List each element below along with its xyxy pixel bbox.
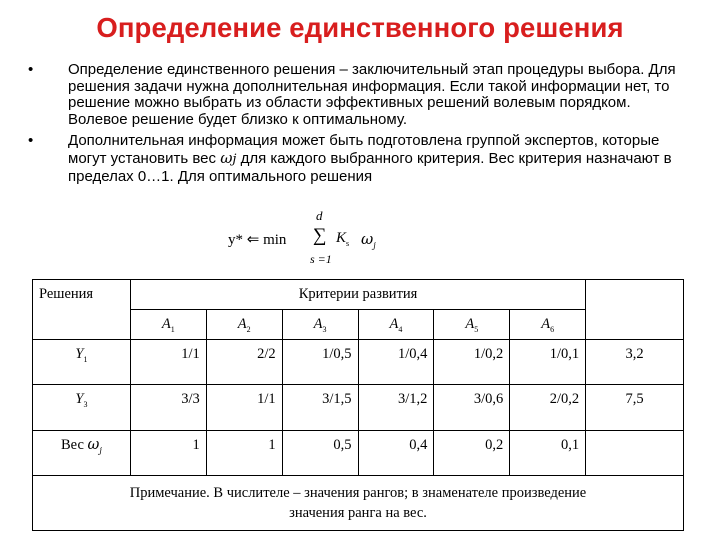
criterion-header: $A_6$ [510,310,586,340]
table-cell: 1/1 [130,340,206,385]
bullet-dot-icon: • [28,61,34,78]
criterion-header: $A_4$ [358,310,434,340]
table-cell: 1 [206,430,282,475]
table-cell: 0,1 [510,430,586,475]
bullet-text: Определение единственного решения – заключительный этап процедуры выбора. Для решения задачи нужна дополнительная информация. Если такой информации нет, то решение можно выбрать из области эффективных решений волевым порядком. Волевое решение будет близко к оптимальному. [68,61,676,128]
bullet-text: Дополнительная информация может быть подготовлена группой экспертов, которые могут установить вес [68,132,660,167]
formula-lower-limit: s =1 [310,252,332,266]
table-cell: 0,2 [434,430,510,475]
table-row [33,385,684,430]
criterion-header: $A_1$ [130,310,206,340]
formula-sum-sign: ∑ [313,225,327,246]
row-total [586,430,684,475]
criterion-header: $A_3$ [282,310,358,340]
formula-term-omega: $\omega_j$ [361,230,376,250]
row-label: $Y_3$ [33,385,131,430]
note-row [33,475,684,530]
row-label: $Y_1$ [33,340,131,385]
table-cell: 3/0,6 [434,385,510,430]
header-solutions: Решения [33,280,131,340]
row-label: Вес $\omega_j$ [33,430,131,475]
weight-symbol: ω [220,148,233,167]
criterion-header: $A_2$ [206,310,282,340]
table-note: Примечание. В числителе – значения рангов; в знаменателе произведение значения ранга на вес. [33,475,684,530]
table-cell: 1/0,4 [358,340,434,385]
bullet-text: для каждого выбранного критерия. Вес критерия назначают в пределах 0…1. Для оптимального решения [68,149,672,185]
criteria-table [32,279,684,531]
formula-upper-limit: d [316,208,323,223]
weight-symbol-sub: j [232,151,237,167]
weight-row [33,430,684,475]
table-cell: 3/1,2 [358,385,434,430]
row-total: 7,5 [586,385,684,430]
bullet-dot-icon: • [28,132,34,150]
table-cell: 2/2 [206,340,282,385]
table-cell: 3/3 [130,385,206,430]
table-cell: 0,5 [282,430,358,475]
header-criteria: Критерии развития [130,280,585,310]
formula-lhs: y* ⇐ min [228,232,287,248]
bullet-item [28,62,688,128]
row-total: 3,2 [586,340,684,385]
bullet-item [28,133,688,185]
formula-term-k: $K_s$ [336,230,350,248]
table-cell: 1/0,5 [282,340,358,385]
table-cell: 2/0,2 [510,385,586,430]
header-empty-cell [586,280,684,340]
table-cell: 1/0,1 [510,340,586,385]
table-cell: 1/1 [206,385,282,430]
bullet-list [28,62,688,190]
table-row [33,340,684,385]
table-cell: 3/1,5 [282,385,358,430]
table-cell: 0,4 [358,430,434,475]
criterion-header: $A_5$ [434,310,510,340]
slide-title: Определение единственного решения [96,12,624,43]
table-cell: 1/0,2 [434,340,510,385]
optimality-formula [228,208,428,268]
table-cell: 1 [130,430,206,475]
